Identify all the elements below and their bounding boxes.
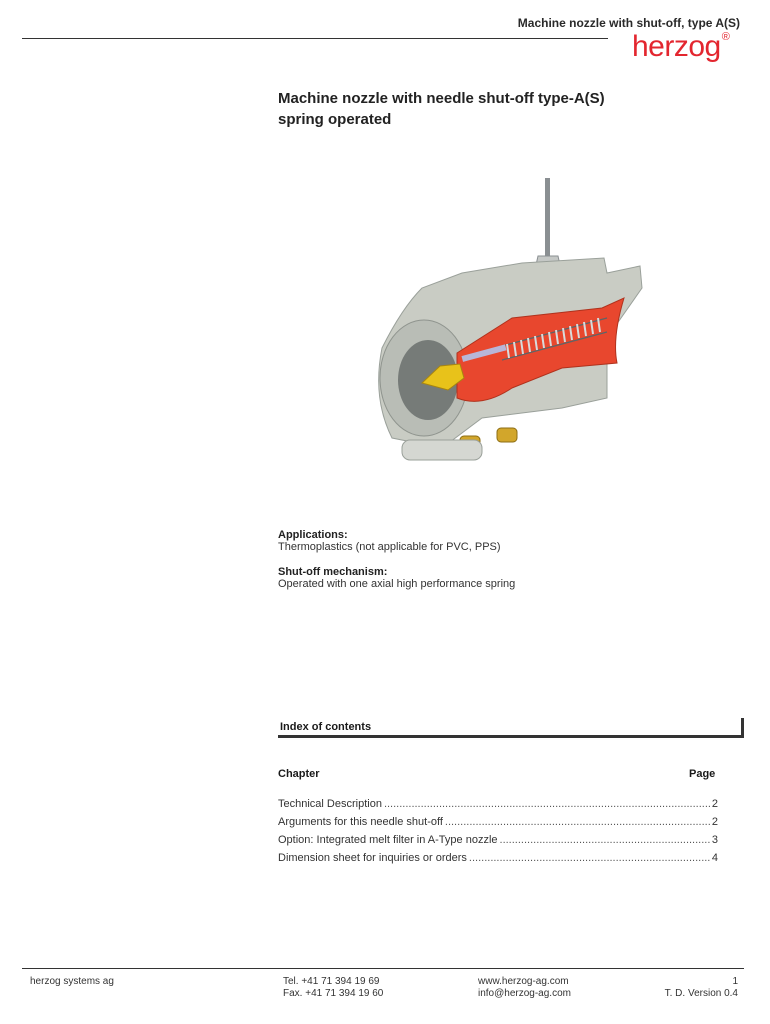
thermocouple-wire (545, 178, 550, 258)
toc-entry-title: Option: Integrated melt filter in A-Type nozzle (278, 834, 498, 846)
footer-tel: Tel. +41 71 394 19 69 (283, 976, 380, 987)
herzog-logo (632, 30, 729, 64)
applications-section (278, 529, 501, 553)
mechanism-text: Operated with one axial high performance spring (278, 578, 516, 590)
applications-label: Applications: (278, 529, 348, 541)
header-divider (22, 38, 608, 39)
mechanism-label: Shut-off mechanism: (278, 566, 388, 578)
toc-entry-page: 3 (711, 834, 718, 846)
title-line-1: Machine nozzle with needle shut-off type-A(S) (278, 90, 605, 107)
toc-title: Index of contents (280, 721, 372, 733)
bolt (497, 428, 517, 442)
applications-text: Thermoplastics (not applicable for PVC, PPS) (278, 541, 501, 553)
footer-version: T. D. Version 0.4 (664, 988, 738, 999)
footer-divider (22, 968, 744, 969)
toc-entry-page: 4 (711, 852, 718, 864)
toc-entry-title: Arguments for this needle shut-off (278, 816, 443, 828)
footer-email-link[interactable]: info@herzog-ag.com (478, 988, 571, 999)
footer-company: herzog systems ag (30, 976, 114, 987)
toc-entry-technical-description[interactable] (278, 798, 718, 816)
front-sleeve (402, 440, 482, 460)
toc-chapter-header: Chapter (278, 768, 320, 780)
toc-entry-title: Technical Description (278, 798, 382, 810)
footer-contact-block (478, 976, 571, 1000)
toc-list (278, 798, 718, 870)
footer-web-link[interactable]: www.herzog-ag.com (478, 976, 569, 987)
toc-entry-page: 2 (711, 798, 718, 810)
toc-heading-bar (278, 718, 744, 738)
footer-page-number: 1 (732, 976, 738, 987)
mechanism-section (278, 566, 515, 590)
document-title (278, 88, 605, 130)
registered-mark: ® (721, 31, 730, 43)
logo-text: herzog (632, 30, 721, 63)
header-title: Machine nozzle with shut-off, type A(S) (517, 16, 740, 30)
footer-fax: Fax. +41 71 394 19 60 (283, 988, 384, 999)
footer-phone-block (283, 976, 383, 1000)
toc-entry-dimension-sheet[interactable] (278, 852, 718, 870)
toc-entry-melt-filter[interactable] (278, 834, 718, 852)
toc-entry-title: Dimension sheet for inquiries or orders (278, 852, 467, 864)
toc-entry-page: 2 (711, 816, 718, 828)
footer-page-block (665, 976, 738, 1000)
toc-page-header: Page (689, 768, 716, 780)
toc-entry-arguments[interactable] (278, 816, 718, 834)
nozzle-cutaway-illustration (362, 178, 662, 478)
title-line-2: spring operated (278, 111, 392, 128)
